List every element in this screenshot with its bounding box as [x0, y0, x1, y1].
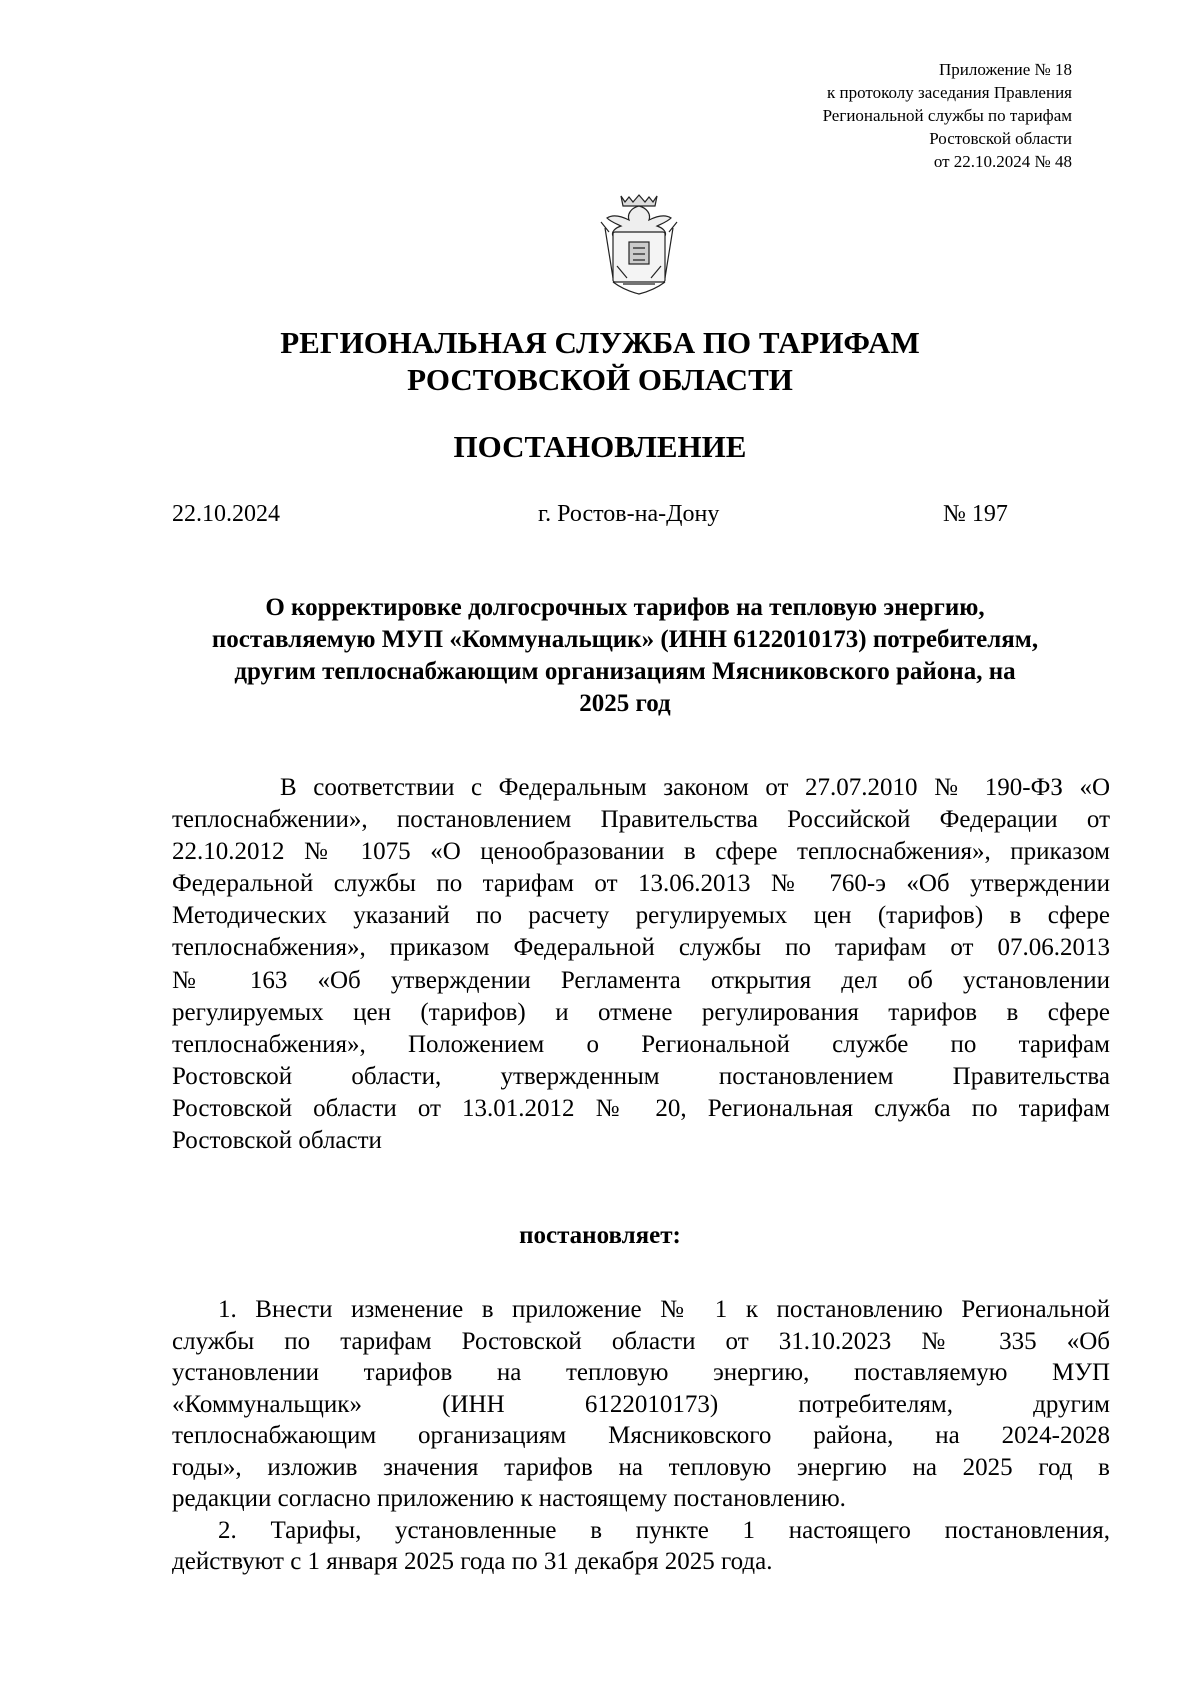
- clause-line: «Коммунальщик» (ИНН 6122010173) потребителям, другим: [172, 1390, 1110, 1418]
- preamble-paragraph: [172, 772, 1110, 1157]
- clause-2: [172, 1515, 1110, 1578]
- clause-1: [172, 1294, 1110, 1515]
- subject-line: 2025 год: [579, 690, 671, 717]
- appendix-note-line: Ростовской области: [929, 129, 1072, 148]
- preamble-line: Ростовской области, утвержденным постановлением Правительства: [172, 1062, 1110, 1090]
- document-number: № 197: [943, 501, 1008, 527]
- preamble-line: регулируемых цен (тарифов) и отмене регулирования тарифов в сфере: [172, 998, 1110, 1026]
- preamble-line: Федеральной службы по тарифам от 13.06.2013 № 760-э «Об утверждении: [172, 870, 1110, 898]
- preamble-line: Методических указаний по расчету регулируемых цен (тарифов) в сфере: [172, 902, 1110, 930]
- appendix-note-line: к протоколу заседания Правления: [827, 83, 1072, 102]
- organization-title-line: РЕГИОНАЛЬНАЯ СЛУЖБА ПО ТАРИФАМ: [280, 325, 920, 360]
- clause-line: 1. Внести изменение в приложение № 1 к постановлению Региональной: [218, 1296, 1110, 1323]
- subject-line: другим теплоснабжающим организациям Мясниковского района, на: [234, 658, 1016, 685]
- preamble-line: теплоснабжения», Положением о Региональной службе по тарифам: [172, 1030, 1110, 1058]
- preamble-line: 22.10.2012 № 1075 «О ценообразовании в сфере теплоснабжения», приказом: [172, 838, 1110, 866]
- resolves-heading: постановляет:: [519, 1222, 681, 1249]
- clause-line: 2. Тарифы, установленные в пункте 1 настоящего постановления,: [218, 1516, 1110, 1544]
- preamble-line: № 163 «Об утверждении Регламента открытия дел об установлении: [172, 966, 1110, 994]
- preamble-line: теплоснабжения», приказом Федеральной службы по тарифам от 07.06.2013: [172, 934, 1110, 962]
- subject-line: О корректировке долгосрочных тарифов на тепловую энергию,: [265, 594, 985, 621]
- appendix-note: [823, 58, 1072, 173]
- clause-line: службы по тарифам Ростовской области от 31.10.2023 № 335 «Об: [172, 1327, 1110, 1355]
- clause-line: установлении тарифов на тепловую энергию, поставляемую МУП: [172, 1359, 1110, 1386]
- document-city: г. Ростов-на-Дону: [538, 501, 720, 527]
- clause-line: редакции согласно приложению к настоящему постановлению.: [172, 1485, 846, 1512]
- clause-line: теплоснабжающим организациям Мясниковского района, на 2024-2028: [172, 1422, 1110, 1449]
- subject-line: поставляемую МУП «Коммунальщик» (ИНН 6122010173) потребителям,: [211, 626, 1039, 653]
- preamble-line: Ростовской области от 13.01.2012 № 20, Региональная служба по тарифам: [172, 1094, 1110, 1122]
- preamble-line: теплоснабжении», постановлением Правительства Российской Федерации от: [172, 806, 1110, 834]
- resolution-clauses: [172, 1294, 1110, 1578]
- organization-title-line: РОСТОВСКОЙ ОБЛАСТИ: [407, 362, 793, 397]
- organization-title: [0, 324, 1200, 398]
- coat-of-arms-icon: [591, 192, 687, 296]
- clause-line: действуют с 1 января 2025 года по 31 декабря 2025 года.: [172, 1548, 773, 1575]
- clause-line: годы», изложив значения тарифов на тепловую энергию на 2025 год в: [172, 1453, 1110, 1481]
- appendix-note-line: Приложение № 18: [939, 60, 1072, 79]
- preamble-line: В соответствии с Федеральным законом от 27.07.2010 № 190-ФЗ «О: [280, 774, 1110, 801]
- document-type: ПОСТАНОВЛЕНИЕ: [453, 429, 747, 464]
- appendix-note-line: от 22.10.2024 № 48: [933, 152, 1072, 171]
- document-date: 22.10.2024: [172, 501, 280, 527]
- preamble-line: Ростовской области: [172, 1127, 382, 1155]
- appendix-note-line: Региональной службы по тарифам: [822, 106, 1072, 125]
- document-subject: [160, 592, 1090, 720]
